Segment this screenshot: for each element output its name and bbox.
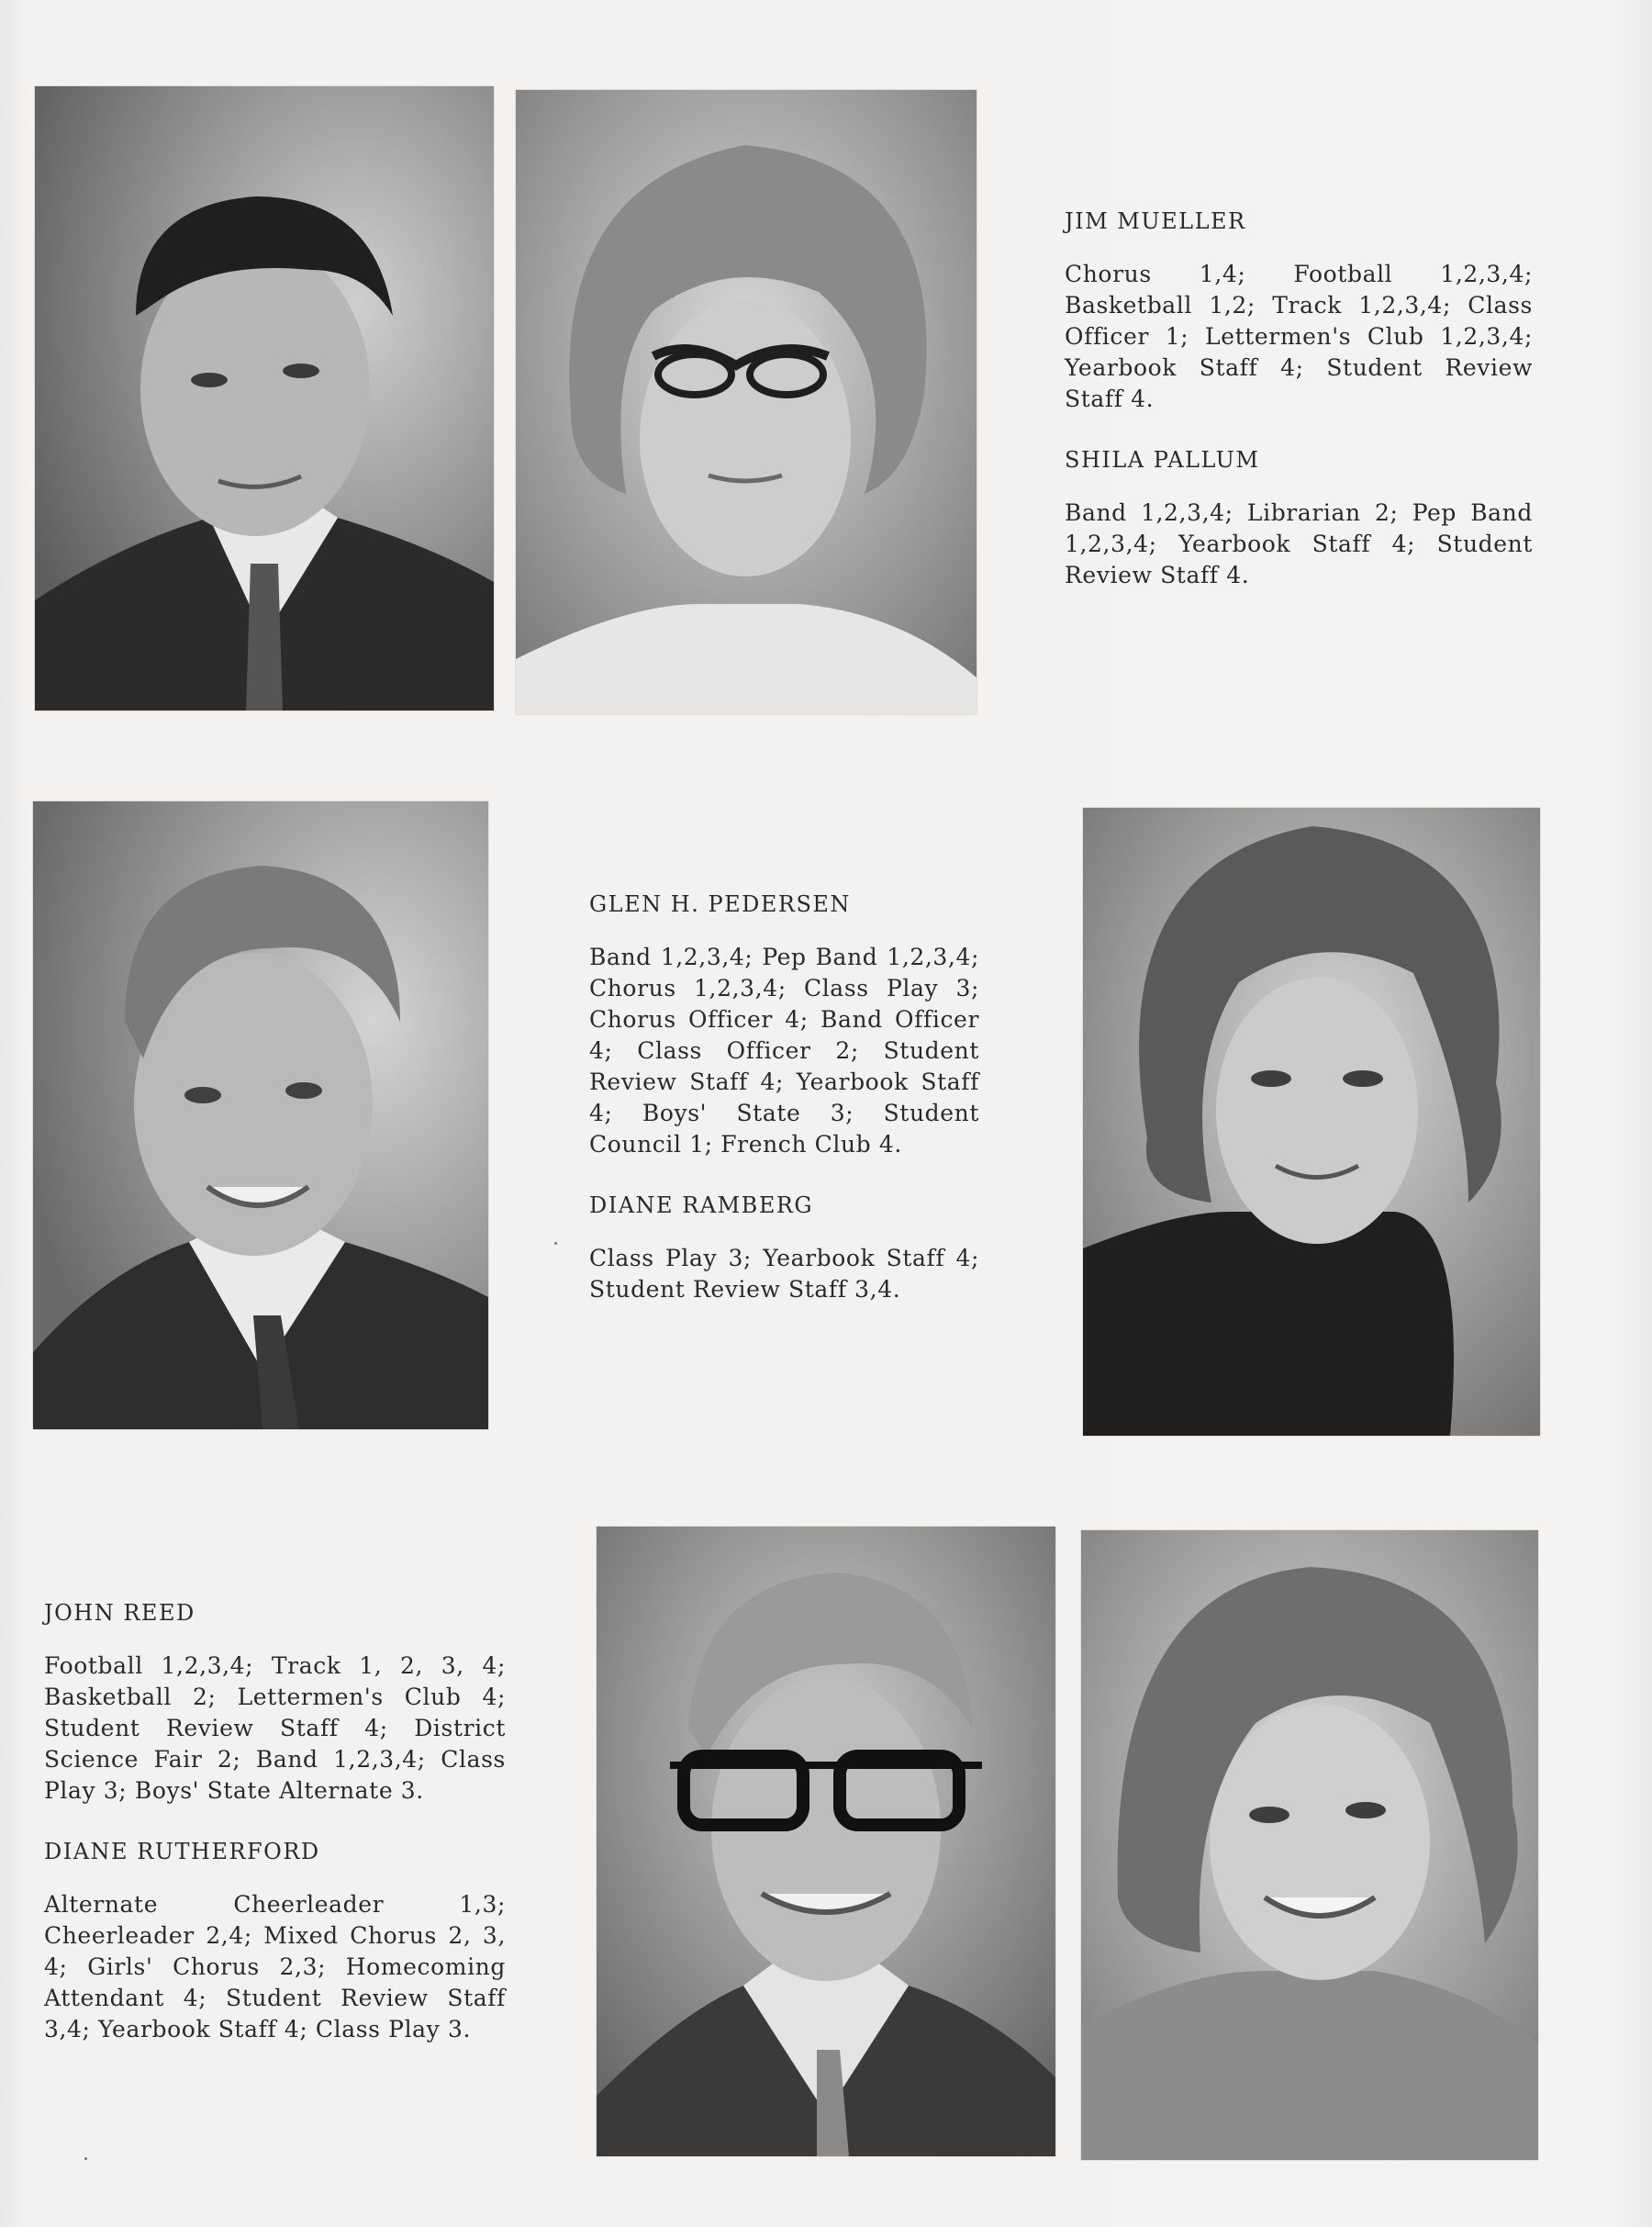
student-activities: Alternate Cheerleader 1,3; Cheerleader 2,4; Mixed Chorus 2, 3, 4; Girls' Chorus 2,3; Homecoming Attendant 4; Student Review Staff 3,4; Yearbook Staff 4; Class Play 3.: [44, 1891, 506, 2042]
bio-john-and-diane-rutherford: [44, 1597, 506, 2045]
student-name: GLEN H. PEDERSEN: [589, 891, 851, 917]
bio-glen-and-diane-ramberg: [589, 889, 979, 1305]
student-activities: Football 1,2,3,4; Track 1, 2, 3, 4; Basketball 2; Lettermen's Club 4; Student Review Staff 4; District Science Fair 2; Band 1,2,3,4; Class Play 3; Boys' State Alternate 3.: [44, 1652, 506, 1804]
portrait-photo-john-reed: [597, 1527, 1055, 2156]
student-activities: Class Play 3; Yearbook Staff 4; Student Review Staff 3,4.: [589, 1245, 979, 1303]
student-name: DIANE RAMBERG: [589, 1192, 814, 1218]
bio-jim-and-shila: [1065, 206, 1533, 591]
scan-speck: [84, 2157, 87, 2160]
student-name: JOHN REED: [44, 1600, 195, 1626]
student-name: DIANE RUTHERFORD: [44, 1839, 320, 1864]
portrait-photo-glen-pedersen: [33, 801, 488, 1429]
portrait-photo-shila-pallum: [516, 90, 977, 714]
student-activities: Chorus 1,4; Football 1,2,3,4; Basketball 1,2; Track 1,2,3,4; Class Officer 1; Lettermen's Club 1,2,3,4; Yearbook Staff 4; Student Review Staff 4.: [1065, 261, 1533, 412]
portrait-photo-diane-rutherford: [1081, 1530, 1538, 2160]
student-activities: Band 1,2,3,4; Librarian 2; Pep Band 1,2,3,4; Yearbook Staff 4; Student Review Staff 4.: [1065, 499, 1533, 588]
portrait-photo-jim-mueller: [35, 86, 494, 711]
student-name: SHILA PALLUM: [1065, 447, 1260, 473]
student-name: JIM MUELLER: [1065, 208, 1246, 234]
student-activities: Band 1,2,3,4; Pep Band 1,2,3,4; Chorus 1,2,3,4; Class Play 3; Chorus Officer 4; Band Officer 4; Class Officer 2; Student Review Staff 4; Yearbook Staff 4; Boys' State 3; Student Council 1; French Club 4.: [589, 944, 979, 1158]
scan-speck: [554, 1242, 557, 1245]
portrait-photo-diane-ramberg: [1083, 808, 1540, 1436]
